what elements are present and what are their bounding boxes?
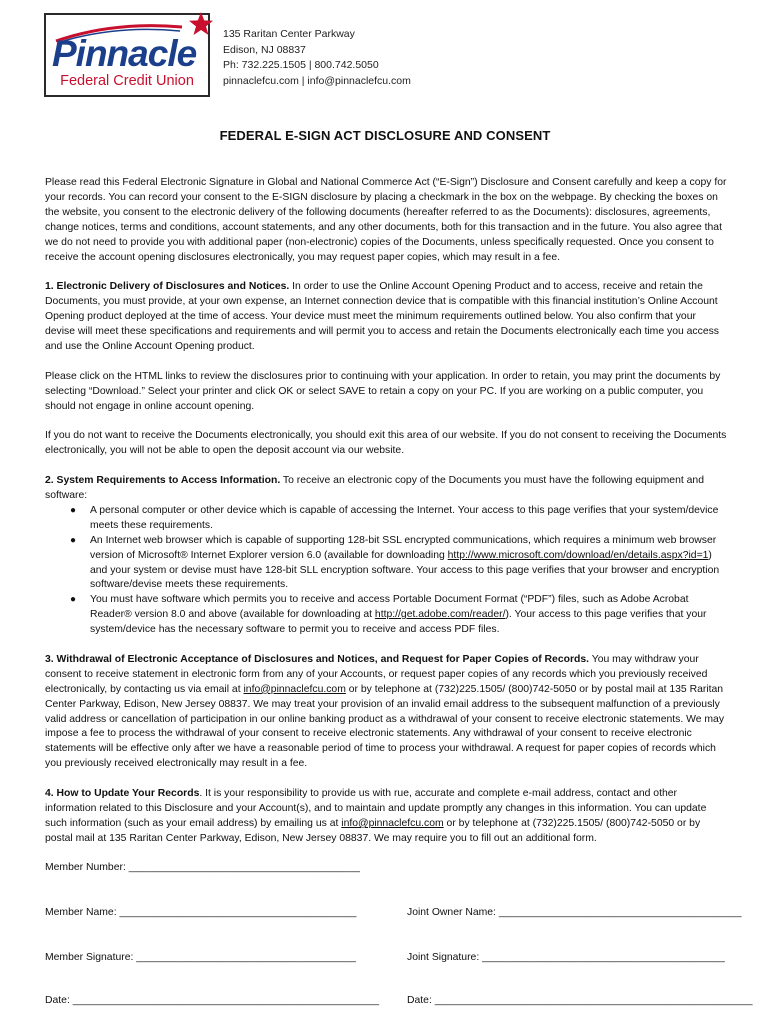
joint-signature-field[interactable]: Joint Signature: __________________________________________ (407, 952, 725, 963)
web-email-line: pinnaclefcu.com | info@pinnaclefcu.com (223, 74, 411, 87)
joint-date-field[interactable]: Date: _______________________________________________________ (407, 995, 753, 1006)
section-1-paragraph-3: If you do not want to receive the Documents electronically, you should exit this area of our website. If you do not consent to receiving the Documents electronically, you will not be able to open the deposit account via our website. (45, 430, 727, 457)
member-number-field[interactable]: Member Number: ________________________________________ (45, 862, 360, 873)
joint-owner-name-field[interactable]: Joint Owner Name: __________________________________________ (407, 907, 742, 918)
section-4-text-b: or by telephone at (732)225.1505/ (800)742-5050 or by postal mail at 135 Raritan Center Parkway, Edison, New Jersey 08837. We may require you to fill out an additional form. (45, 817, 701, 844)
section-1-paragraph (45, 280, 728, 355)
bullet-icon: ● (70, 504, 77, 516)
bullet-icon: ● (70, 534, 77, 546)
section-3-paragraph (45, 653, 728, 772)
adobe-reader-link[interactable]: http://get.adobe.com/reader/ (374, 609, 506, 621)
bullet-3-text-a: You must have software which permits you to receive and access Portable Document Format (“PDF”) files, such as Adobe Acrobat Reader® version 8.0 and above (available for downloading at (90, 594, 689, 621)
section-2-heading: 2. System Requirements to Access Information. (45, 475, 281, 487)
logo-subtitle: Federal Credit Union (60, 73, 194, 89)
section-1-paragraph-2: Please click on the HTML links to review the disclosures prior to continuing with your application. In order to retain, you may print the documents by selecting “Download.” Select your printer and click OK or select SAVE to retain a copy on your PC. If you are working on a public computer, you should not engage in online account opening. (45, 370, 721, 412)
pinnacle-logo (44, 13, 210, 97)
section-1-heading: 1. Electronic Delivery of Disclosures and Notices. (45, 281, 290, 293)
member-date-field[interactable]: Date: _____________________________________________________ (45, 995, 379, 1006)
document-body (45, 176, 728, 862)
logo-name: Pinnacle (52, 33, 197, 74)
member-signature-field[interactable]: Member Signature: ______________________________________ (45, 952, 356, 963)
section-2-text: To receive an electronic copy of the Documents you must have the following equipment and software: (45, 475, 704, 501)
requirements-list (45, 504, 728, 638)
bullet-icon: ● (70, 594, 77, 606)
contact-block (223, 27, 411, 89)
section-1-text: In order to use the Online Account Opening Product and to access, receive and retain the Documents, you must provide, at your own expense, an Internet connection device that is compatible with this financial institution’s Online Account Opening product deployed at the time of access. Your device must meet the minimum requirements outlined below. You also confirm that your devise will meet these specifications and requirements and will permit you to access and retain the Documents electronically each time you access and use the Online Account Opening product. (45, 281, 719, 352)
section-4-text-a: . It is your responsibility to provide us with rue, accurate and complete e-mail address, contact and other information related to this Disclosure and your Account(s), and to maintain and update promptly any changes in this information. You can update such information (such as your email address) by emailing us at (45, 788, 707, 829)
email-link[interactable]: info@pinnaclefcu.com (243, 683, 346, 695)
list-item (70, 593, 728, 638)
address-line-1: 135 Raritan Center Parkway (223, 28, 355, 40)
phone-line: Ph: 732.225.1505 | 800.742.5050 (223, 59, 379, 71)
page-title: FEDERAL E-SIGN ACT DISCLOSURE AND CONSENT (219, 128, 551, 143)
section-4-heading: 4. How to Update Your Records (45, 788, 200, 800)
bullet-3-text-b: ). Your access to this page verifies that your system/device has the necessary software to permit you to receive and access PDF files. (90, 609, 707, 636)
list-item (70, 534, 728, 594)
intro-paragraph: Please read this Federal Electronic Signature in Global and National Commerce Act (“E-Sign”) Disclosure and Consent carefully and keep a copy for your records. You can record your consent to the E-SIGN disclosure by placing a checkmark in the box on the webpage. By checking the boxes on the website, you consent to the electronic delivery of the following documents (hereafter referred to as the Documents): disclosures, agreements, change notices, terms and conditions, account statements, and any other documents, both for this transaction and in the future. You also agree that we do not need to provide you with additional paper (non-electronic) copies of the Documents, unless specifically requested. Once you consent to receive the account opening disclosures electronically, you may request paper copies, which may result in a fee. (45, 177, 727, 263)
member-name-field[interactable]: Member Name: _________________________________________ (45, 907, 357, 918)
list-item (70, 504, 728, 534)
section-3-text-b: or by telephone at (732)225.1505/ (800)742-5050 or by postal mail at 135 Raritan Center Parkway, Edison, New Jersey 08837. We may treat your provision of an invalid email address to the subsequent malfunction of a previously valid address or cancellation of participation in our online banking product as a withdrawal of your consent to receive electronic statements. We may impose a fee to process the withdrawal of your consent to receive electronic statements. Any withdrawal of your consent to receive electronic statements will be effective only after we have a reasonable period of time to process your withdrawal. A request for paper copies of records which you previously received electronically may result in a fee. (45, 683, 725, 770)
section-2-paragraph (45, 474, 728, 504)
bullet-1-text: A personal computer or other device which is capable of accessing the Internet. Your access to this page verifies that your system/device meets these requirements. (90, 504, 719, 531)
section-3-text-a: You may withdraw your consent to receive statement in electronic form from any of your Accounts, or request paper copies of any records which you previously received electronically, by contacting us via email at (45, 653, 708, 695)
bullet-2-text-a: An Internet web browser which is capable of supporting 128-bit SSL encrypted communications, which requires a minimum web browser version of Microsoft® Internet Explorer version 6.0 (available for downloading (90, 534, 717, 561)
bullet-2-text-b: ) and your system or devise must have 128-bit SLL encryption software. Your access to this page verifies that your browser and encryption software/devise meets these requirements. (90, 549, 720, 591)
email-link[interactable]: info@pinnaclefcu.com (341, 817, 444, 829)
section-4-paragraph (45, 787, 728, 847)
section-3-heading: 3. Withdrawal of Electronic Acceptance of Disclosures and Notices, and Request for Paper Copies of Records. (45, 653, 590, 665)
microsoft-download-link[interactable]: http://www.microsoft.com/download/en/details.aspx?id=1 (447, 549, 709, 561)
address-line-2: Edison, NJ 08837 (223, 43, 306, 56)
